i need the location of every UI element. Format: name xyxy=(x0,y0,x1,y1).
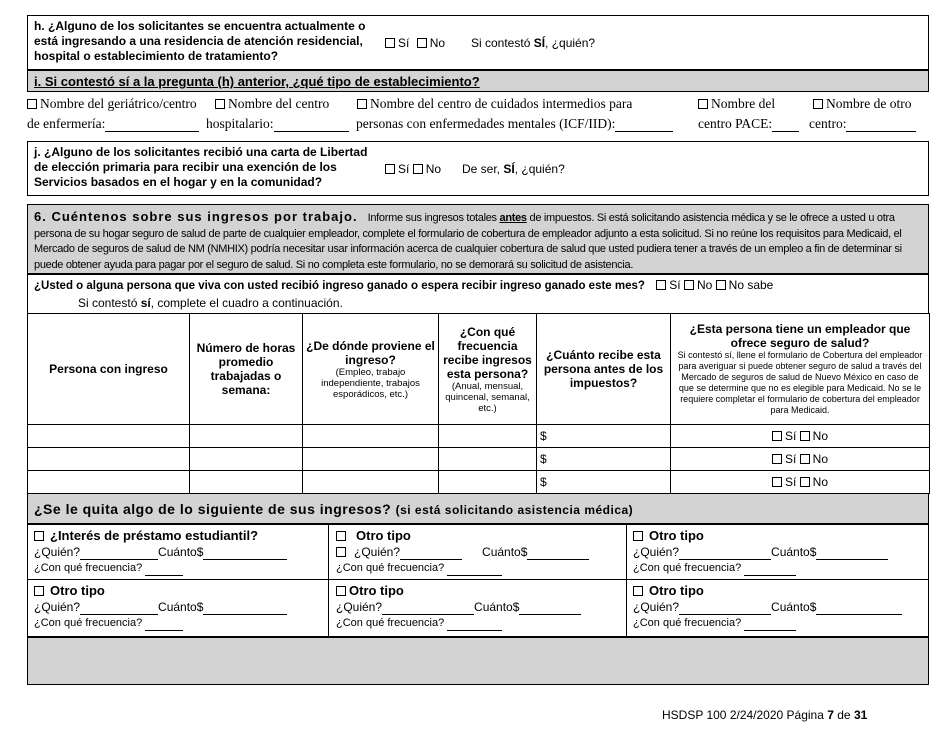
col-hours: Número de horas promedio trabajadas o semana: xyxy=(190,314,303,425)
section6-intro-b: antes xyxy=(499,212,527,224)
hours-cell[interactable] xyxy=(190,471,303,494)
pace-checkbox[interactable] xyxy=(698,99,708,109)
other-type-6-checkbox[interactable] xyxy=(633,586,643,596)
option-hospital-l2: hospitalario: xyxy=(206,116,349,132)
deductions-header xyxy=(27,493,929,524)
col-source: ¿De dónde proviene el ingreso? (Empleo, trabajo independiente, trabajos esporádicos, etc.) xyxy=(303,314,439,425)
section6-intro-c: de impuestos. Si está solicitando asistencia médica y se le ofrece a usted u otra persona de su hogar seguro de salud de parte de cualquier empleador, complete el formulario de cobertura de empleador adjunto a esta solicitud. Si no reúne los requisitos para Medicaid, el Mercado de seguros de salud de NM (NMHIX) podría necesitar usar información acerca de cualquier cobertura de salud que usted pudiera tener a través de un empleo a fin de determinar si puede obtener ayuda para pagar por el seguro de salud. Si no completa este formulario, no se demorará su solicitud de asistencia. xyxy=(34,212,902,271)
j-follow: De ser, SÍ, ¿quién? xyxy=(462,162,565,176)
question-j-options: Sí No xyxy=(385,162,441,176)
table-row xyxy=(28,425,930,448)
option-nursing: Nombre del geriátrico/centro xyxy=(27,96,197,112)
section6-header xyxy=(27,204,929,274)
question-h-options xyxy=(385,36,445,50)
question-j-text: j. ¿Alguno de los solicitantes recibió una carta de Libertad de elección primaria para recibir una exención de los Servicios basados en el hogar y en la comunidad? xyxy=(34,145,368,189)
h-no-checkbox[interactable] xyxy=(417,38,427,48)
option-other: Nombre de otro xyxy=(813,96,911,112)
option-pace: Nombre del xyxy=(698,96,775,112)
income-yes-checkbox[interactable] xyxy=(656,280,666,290)
h-yes-label: Sí xyxy=(398,36,410,50)
question-i-text: i. Si contestó sí a la pregunta (h) anterior, ¿qué tipo de establecimiento? xyxy=(34,74,480,89)
section6-title: 6. Cuéntenos sobre sus ingresos por trabajo. xyxy=(34,209,358,224)
col-person: Persona con ingreso xyxy=(28,314,190,425)
h-no-label: No xyxy=(429,36,446,50)
person-cell[interactable] xyxy=(28,425,190,448)
employer-yes-checkbox[interactable] xyxy=(772,431,782,441)
option-pace-l2: centro PACE: xyxy=(698,116,799,132)
other-type-5-checkbox[interactable] xyxy=(336,586,346,596)
question-i-header xyxy=(27,70,929,92)
income-follow: Si contestó sí, complete el cuadro a continuación. xyxy=(78,296,343,310)
h-follow: Si contestó SÍ, ¿quién? xyxy=(471,36,596,50)
deduction-box-5: Otro tipo ¿Quién? Cuánto$ ¿Con qué frecuencia? xyxy=(336,583,624,631)
source-cell[interactable] xyxy=(303,471,439,494)
table-row xyxy=(28,471,930,494)
j-yes-checkbox[interactable] xyxy=(385,164,395,174)
employer-yes-checkbox[interactable] xyxy=(772,454,782,464)
frequency-cell[interactable] xyxy=(439,471,537,494)
amount-cell[interactable]: $ xyxy=(537,471,671,494)
col-employer: ¿Esta persona tiene un empleador que ofrece seguro de salud? Si contestó sí, llene el formulario de Cobertura del empleador para averiguar si puede obtener seguro de salud a través del Mercado de seguros de salud de Nuevo México en caso de que se determine que no es elegible para Medicaid. No se le requiere completar el formulario de cobertura del empleador para Medicaid. xyxy=(671,314,930,425)
deductions-title: ¿Se le quita algo de lo siguiente de sus ingresos? (si está solicitando asistencia médica) xyxy=(34,501,634,517)
deduction-box-1: ¿Interés de préstamo estudiantil? ¿Quién? Cuánto$ ¿Con qué frecuencia? xyxy=(34,528,324,576)
other-type-3-checkbox[interactable] xyxy=(633,531,643,541)
income-unknown-checkbox[interactable] xyxy=(716,280,726,290)
income-question: ¿Usted o alguna persona que viva con usted recibió ingreso ganado o espera recibir ingreso ganado este mes? Sí No No sabe xyxy=(34,278,774,292)
table-row xyxy=(28,448,930,471)
option-other-l2: centro: xyxy=(809,116,916,132)
person-cell[interactable] xyxy=(28,448,190,471)
income-question-box xyxy=(27,274,929,314)
amount-cell[interactable]: $ xyxy=(537,448,671,471)
employer-cell: Sí No xyxy=(671,448,930,471)
col-frequency: ¿Con qué frecuencia recibe ingresos esta persona? (Anual, mensual, quincenal, semanal, etc.) xyxy=(439,314,537,425)
other-center-checkbox[interactable] xyxy=(813,99,823,109)
deduction-box-6: Otro tipo ¿Quién? Cuánto$ ¿Con qué frecuencia? xyxy=(633,583,923,631)
j-no-checkbox[interactable] xyxy=(413,164,423,174)
employer-yes-checkbox[interactable] xyxy=(772,477,782,487)
deduction-box-2: Otro tipo ¿Quién? Cuánto$ ¿Con qué frecuencia? xyxy=(336,528,624,576)
frequency-cell[interactable] xyxy=(439,425,537,448)
option-hospital: Nombre del centro xyxy=(215,96,329,112)
income-no-checkbox[interactable] xyxy=(684,280,694,290)
col-amount: ¿Cuánto recibe esta persona antes de los impuestos? xyxy=(537,314,671,425)
other-type-4-checkbox[interactable] xyxy=(34,586,44,596)
deduction-box-3: Otro tipo ¿Quién? Cuánto$ ¿Con qué frecuencia? xyxy=(633,528,923,576)
employer-no-checkbox[interactable] xyxy=(800,431,810,441)
question-h-text: h. ¿Alguno de los solicitantes se encuentra actualmente o está ingresando a una residencia de atención residencial, hospital o establecimiento de tratamiento? xyxy=(34,19,366,63)
frequency-cell[interactable] xyxy=(439,448,537,471)
deduction-box-4: Otro tipo ¿Quién? Cuánto$ ¿Con qué frecuencia? xyxy=(34,583,324,631)
bottom-band xyxy=(27,637,929,685)
option-icf-l2: personas con enfermedades mentales (ICF/IID): xyxy=(356,116,673,132)
question-h-box xyxy=(27,15,929,70)
h-yes-checkbox[interactable] xyxy=(385,38,395,48)
employer-cell: Sí No xyxy=(671,425,930,448)
deductions-grid xyxy=(27,524,929,637)
hours-cell[interactable] xyxy=(190,425,303,448)
employer-no-checkbox[interactable] xyxy=(800,477,810,487)
person-cell[interactable] xyxy=(28,471,190,494)
student-loan-checkbox[interactable] xyxy=(34,531,44,541)
icf-checkbox[interactable] xyxy=(357,99,367,109)
question-i-options xyxy=(27,96,929,138)
option-nursing-l2: de enfermería: xyxy=(27,116,199,132)
hours-cell[interactable] xyxy=(190,448,303,471)
hospital-checkbox[interactable] xyxy=(215,99,225,109)
source-cell[interactable] xyxy=(303,425,439,448)
table-header-row xyxy=(28,314,930,425)
question-j-box xyxy=(27,141,929,196)
employer-no-checkbox[interactable] xyxy=(800,454,810,464)
source-cell[interactable] xyxy=(303,448,439,471)
amount-cell[interactable]: $ xyxy=(537,425,671,448)
employer-cell: Sí No xyxy=(671,471,930,494)
page-footer: HSDSP 100 2/24/2020 Página 7 de 31 xyxy=(662,708,868,722)
option-icf: Nombre del centro de cuidados intermedios para xyxy=(357,96,632,112)
section6-intro-a: Informe sus ingresos totales xyxy=(367,212,500,224)
income-table xyxy=(27,313,930,494)
other-type-2-checkbox[interactable] xyxy=(336,531,346,541)
nursing-checkbox[interactable] xyxy=(27,99,37,109)
who-2-checkbox[interactable] xyxy=(336,547,346,557)
